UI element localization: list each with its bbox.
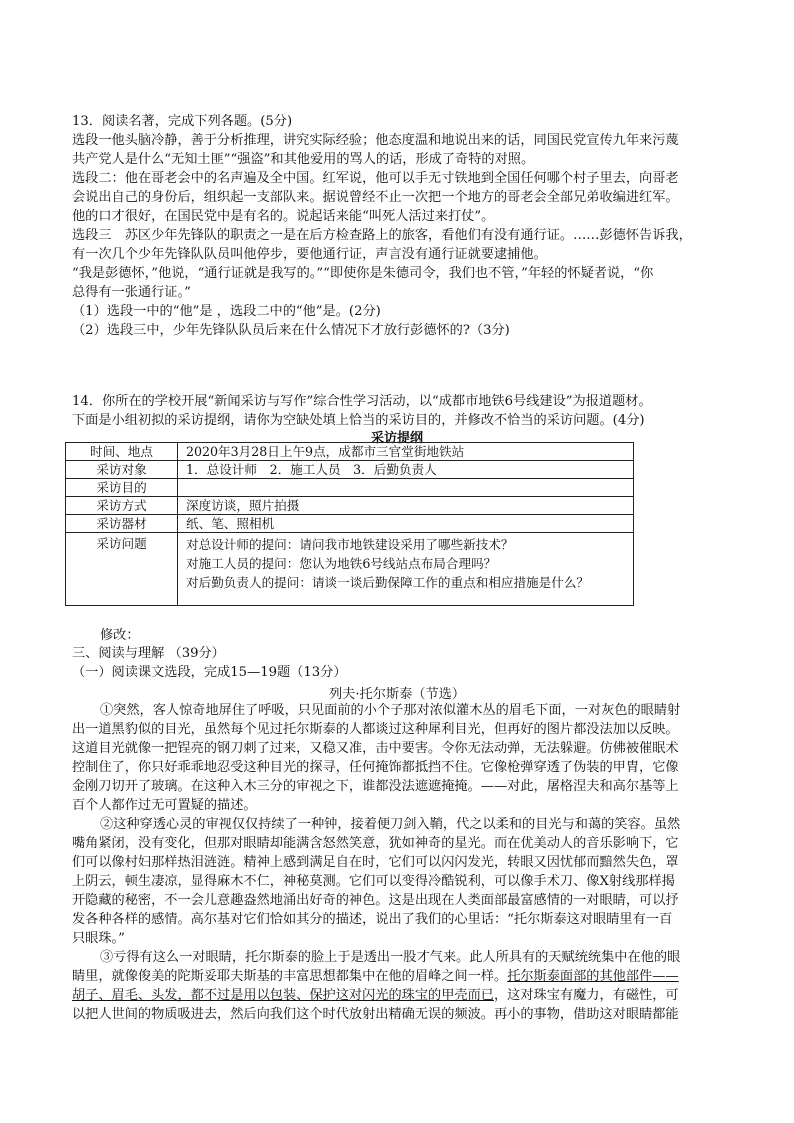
passage-line: ①突然，客人惊奇地屏住了呼吸，只见面前的小个子那对浓似灌木丛的眉毛下面，一对灰色的眼睛射 <box>100 703 681 718</box>
underlined-text: 胡子、眉毛、头发，都不过是用以包装、保护这对闪光的珠宝的甲壳而已 <box>72 988 494 1003</box>
questions-cell <box>178 533 634 606</box>
question-item: 对后勤负责人的提问：请谈一谈后勤保障工作的重点和相应措施是什么？ <box>186 575 589 590</box>
table-row <box>66 443 634 461</box>
row-value: 1．总设计师 2．施工人员 3．后勤负责人 <box>178 461 634 479</box>
row-value: 纸、笔、照相机 <box>178 515 634 533</box>
table-caption: 采访提纲 <box>370 431 423 446</box>
question-item: 对总设计师的提问：请问我市地铁建设采用了哪些新技术？ <box>186 537 514 552</box>
passage-line: 发各种各样的感情。高尔基对它们恰如其分的描述，说出了我们的心里话：“托尔斯泰这对眼睛里有一百 <box>72 912 673 927</box>
passage-line: 开隐藏的秘密，不一会儿意趣盎然地涌出好奇的神色。这是出现在人类面部最富感情的一对眼睛，可以抒 <box>72 893 679 908</box>
passage-line: 控制住了，你只好乖乖地忍受这种目光的探寻，任何掩饰都抵挡不住。它像枪弹穿透了伪装的甲胄，它像 <box>72 760 679 775</box>
table-row <box>66 497 634 515</box>
row-label: 采访器材 <box>66 515 178 533</box>
table-row <box>66 515 634 533</box>
q13-title: 13．阅读名著，完成下列各题。(5分) <box>72 114 293 129</box>
passage-line: 百个人都作过无可置疑的描述。 <box>72 798 257 813</box>
passage-line: 上阴云，顿生凄凉，显得麻木不仁，神秘莫测。它们可以变得冷酷锐利，可以像手术刀、像X射线那样揭 <box>72 874 675 889</box>
q13-line: 会说出自己的身份后，组织起一支部队来。据说曾经不止一次把一个地方的哥老会全部兄弟收编进红军。 <box>72 190 679 205</box>
q13-line: 选段二：他在哥老会中的名声遍及全中国。红军说，他可以手无寸铁地到全国任何哪个村子里去，向哥老 <box>72 171 679 186</box>
interview-outline-table <box>65 442 634 606</box>
row-label: 采访问题 <box>66 533 178 606</box>
q13-line: 总得有一张通行证。” <box>72 285 191 300</box>
table-row <box>66 479 634 497</box>
row-label: 采访方式 <box>66 497 178 515</box>
passage-title: 列夫·托尔斯泰（节选） <box>328 687 466 702</box>
passage-text: ，这对珠宝有魔力，有磁性，可 <box>494 988 679 1003</box>
passage-line <box>72 968 679 986</box>
passage-line: 以把人世间的物质吸进去，然后向我们这个时代放射出精确无误的频波。再小的事物，借助这对眼睛都能 <box>72 1007 679 1022</box>
row-value: 2020年3月28日上午9点，成都市三官堂街地铁站 <box>178 443 634 461</box>
revise-label: 修改： <box>100 628 140 643</box>
row-value: 深度访谈，照片拍摄 <box>178 497 634 515</box>
passage-text: 睛里，就像俊美的陀斯妥耶夫斯基的丰富思想都集中在他的眉峰之间一样。 <box>72 969 508 984</box>
row-label: 时间、地点 <box>66 443 178 461</box>
row-label: 采访对象 <box>66 461 178 479</box>
passage-line: 只眼珠。” <box>72 931 125 946</box>
q13-line: 共产党人是什么“无知土匪”“强盗”和其他爱用的骂人的话，形成了奇特的对照。 <box>72 152 535 167</box>
row-label: 采访目的 <box>66 479 178 497</box>
passage-line: 这道目光就像一把锃亮的钢刀刺了过来，又稳又准，击中要害。令你无法动弹，无法躲避。仿佛被催眠术 <box>72 741 679 756</box>
passage-line: ②这种穿透心灵的审视仅仅持续了一种钟，接着便刀剑入鞘，代之以柔和的目光与和蔼的笑容。虽然 <box>100 817 681 832</box>
row-value-blank <box>178 479 634 497</box>
passage-line: ③亏得有这么一对眼睛，托尔斯泰的脸上于是透出一股才气来。此人所具有的天赋统统集中在他的眼 <box>100 950 681 965</box>
passage-line: 金刚刀切开了玻璃。在这种入木三分的审视之下，谁都没法遮遮掩掩。——对此，屠格涅夫和高尔基等上 <box>72 779 679 794</box>
passage-line: 出一道黑豹似的目光，虽然每个见过托尔斯泰的人都谈过这种犀利目光，但再好的图片都没法加以反映。 <box>72 722 679 737</box>
passage-line: 嘴角紧闭，没有变化，但那对眼睛却能满含怒然笑意，犹如神奇的星光。而在优美动人的音乐影响下，它 <box>72 836 679 851</box>
q13-line: “我是彭德怀，”他说，“通行证就是我写的。”“即使你是朱德司令，我们也不管，”年轻的怀疑者说，“你 <box>72 266 654 281</box>
underlined-text: 托尔斯泰面部的其他部件—— <box>507 969 679 984</box>
q14-line1: 14．你所在的学校开展“新闻采访与写作”综合性学习活动，以“成都市地铁6号线建设”为报道题材。 <box>72 394 652 409</box>
table-row <box>66 533 634 606</box>
question-item: 对施工人员的提问：您认为地铁6号线站点布局合理吗？ <box>186 556 497 571</box>
q13-line: 有一次几个少年先锋队队员叫他停步，要他通行证，声言没有通行证就要逮捕他。 <box>72 247 547 262</box>
q13-sub2: （2）选段三中，少年先锋队队员后来在什么情况下才放行彭德怀的?（3分) <box>72 323 510 338</box>
q13-line: 选段一他头脑冷静，善于分析推理，讲究实际经验；他态度温和地说出来的话，同国民党宣传九年来污蔑 <box>72 133 679 148</box>
passage-line <box>72 987 679 1005</box>
q14-line2: 下面是小组初拟的采访提纲，请你为空缺处填上恰当的采访目的，并修改不恰当的采访问题。(4分) <box>72 413 645 428</box>
q13-line: 他的口才很好，在国民党中是有名的。说起话来能“叫死人活过来打仗”。 <box>72 209 495 224</box>
passage-line: 们可以像村妇那样热泪涟涟。精神上感到满足自在时，它们可以闪闪发光，转眼又因忧郁而黯然失色，罩 <box>72 855 679 870</box>
table-row <box>66 461 634 479</box>
q13-line: 选段三 苏区少年先锋队的职责之一是在后方检查路上的旅客，看他们有没有通行证。……彭德怀告诉我， <box>72 228 692 243</box>
section-sub: （一）阅读课文选段，完成15—19题（13分） <box>72 665 347 680</box>
section-heading: 三、阅读与理解 （39分） <box>72 646 225 661</box>
q13-sub1: （1）选段一中的“他”是 ，选段二中的“他”是。(2分) <box>72 304 381 319</box>
